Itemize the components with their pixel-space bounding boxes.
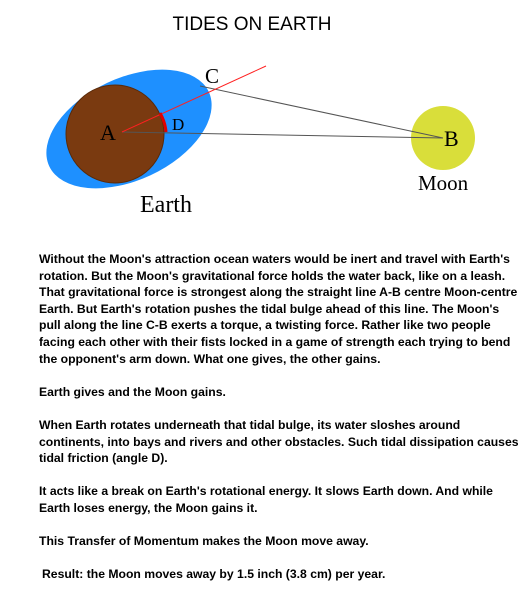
paragraph-1: Without the Moon's attraction ocean waters would be inert and travel with Earth's rotation. But the Moon's gravitational force holds the water back, like on a leash. That gravitational force is strongest along the straight line A-B centre Moon-centre Earth. But Earth's rotation pushes the tidal bulge ahead of this line. The Moon's pull along the line C-B exerts a torque, a twisting force. Rather like two people facing each other with their fists locked in a game of strength each trying to bend the opponent's arm down. What one gives, the other gains.: [39, 252, 518, 366]
label-a: A: [100, 120, 116, 145]
paragraph-6: Result: the Moon moves away by 1.5 inch (3.8 cm) per year.: [42, 567, 386, 582]
label-c: C: [205, 64, 220, 88]
label-moon: Moon: [418, 171, 469, 195]
label-b: B: [444, 126, 459, 151]
paragraph-2: Earth gives and the Moon gains.: [39, 384, 226, 399]
label-earth: Earth: [140, 192, 192, 218]
paragraph-5: This Transfer of Momentum makes the Moon move away.: [39, 534, 369, 549]
tides-diagram: [0, 0, 530, 240]
label-d: D: [172, 115, 185, 134]
paragraph-3: When Earth rotates underneath that tidal bulge, its water sloshes around continents, into bays and rivers and other obstacles. Such tidal dissipation causes tidal friction (angle D).: [39, 417, 519, 466]
explanation-text: [39, 251, 519, 599]
paragraph-4: It acts like a break on Earth's rotational energy. It slows Earth down. And while Earth loses energy, the Moon gains it.: [39, 484, 493, 515]
page-title: TIDES ON EARTH: [172, 14, 332, 35]
line-c-b: [200, 86, 443, 138]
